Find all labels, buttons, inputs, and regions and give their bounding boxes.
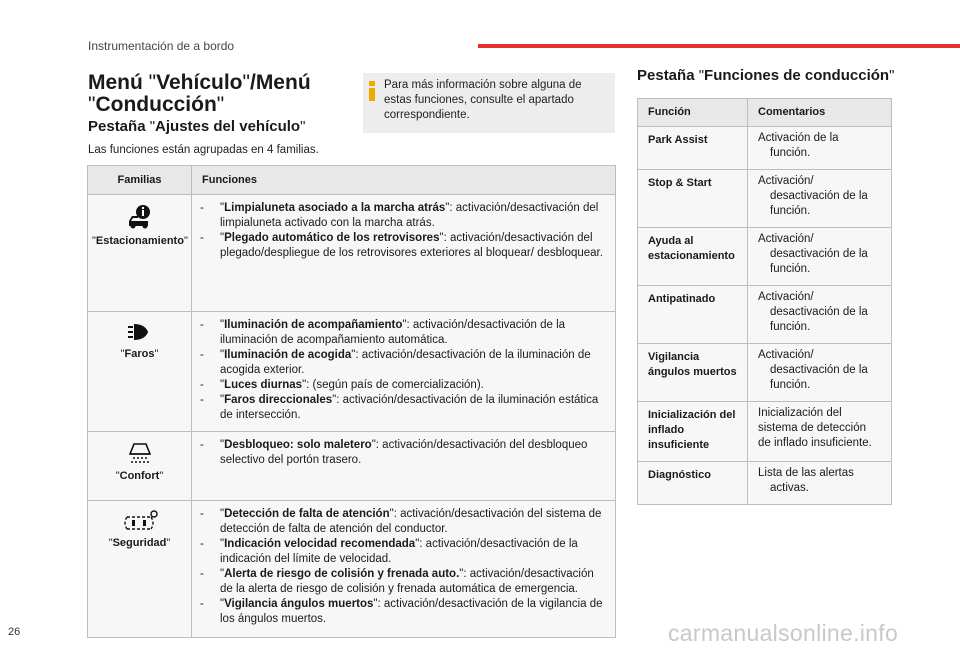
title-part2a: Menú (255, 71, 311, 94)
driving-functions-table (637, 98, 892, 505)
subtitle-vehicle-settings: Pestaña "Ajustes del vehículo" (88, 118, 306, 135)
list-item: - "Luces diurnas": (según país de comercialización). (200, 379, 484, 391)
function-comment: Lista de las alertas activas. (748, 462, 892, 505)
list-item: - "Limpialuneta asociado a la marcha atrás": activación/desactivación del limpialuneta activado con la marcha atrás. (200, 202, 599, 229)
page-number: 26 (8, 626, 21, 638)
intro-text: Las funciones están agrupadas en 4 familias. (88, 144, 319, 156)
function-comment: Activación/ desactivación de la función. (748, 170, 892, 228)
headlight-icon (126, 320, 154, 344)
family-label: "Estacionamiento" (92, 235, 188, 247)
table-row (638, 228, 892, 286)
table-row (638, 170, 892, 228)
family-label: "Faros" (120, 348, 159, 360)
title-sep: / (249, 71, 256, 94)
title-part1: Vehículo (156, 71, 243, 94)
table-row (88, 432, 616, 501)
table-row (88, 501, 616, 638)
subtitle-driving-functions: Pestaña "Funciones de conducción" (637, 67, 895, 84)
list-item: - "Vigilancia ángulos muertos": activación/desactivación de la vigilancia de los ángulos muertos. (200, 598, 603, 625)
section-header: Instrumentación de a bordo (88, 39, 235, 53)
table-row (88, 312, 616, 432)
list-item: - "Plegado automático de los retrovisores": activación/desactivación del plegado/despliegue de los retrovisores exteriores al bloquear/ desbloquear. (200, 232, 603, 259)
function-comment: Activación/ desactivación de la función. (748, 286, 892, 344)
family-cell (88, 501, 192, 638)
table-row (638, 344, 892, 402)
functions-cell (192, 432, 616, 501)
car-info-icon (126, 203, 154, 231)
family-label: "Seguridad" (108, 537, 171, 549)
info-icon (369, 81, 375, 101)
col-header-families: Familias (88, 166, 192, 195)
table-row (88, 195, 616, 312)
function-name: Diagnóstico (638, 462, 748, 505)
comfort-light-icon (125, 440, 155, 466)
functions-cell (192, 312, 616, 432)
list-item: - "Iluminación de acogida": activación/desactivación de la iluminación de acogida exterior. (200, 349, 591, 376)
col-header-comments: Comentarios (748, 99, 892, 127)
function-name: Vigilancia ángulos muertos (638, 344, 748, 402)
function-name: Ayuda al estacionamiento (638, 228, 748, 286)
function-name: Park Assist (638, 127, 748, 170)
function-name: Inicialización del inflado insuficiente (638, 402, 748, 462)
list-item: - "Detección de falta de atención": activación/desactivación del sistema de detección de falta de atención del conductor. (200, 508, 602, 535)
list-item: - "Faros direccionales": activación/desactivación de la iluminación estática de intersección. (200, 394, 599, 421)
table-row (638, 462, 892, 505)
function-name: Antipatinado (638, 286, 748, 344)
function-comment: Activación de la función. (748, 127, 892, 170)
function-comment: Activación/ desactivación de la función. (748, 228, 892, 286)
vehicle-settings-table (87, 165, 616, 638)
function-name: Stop & Start (638, 170, 748, 228)
title-prefix: Menú (88, 71, 143, 94)
col-header-function: Función (638, 99, 748, 127)
table-row (638, 127, 892, 170)
table-row (638, 402, 892, 462)
col-header-functions: Funciones (192, 166, 616, 195)
list-item: - "Alerta de riesgo de colisión y frenada auto.": activación/desactivación de la alerta de riesgo de colisión y frenada automática de emergencia. (200, 568, 594, 595)
page-title: Menú "Vehículo"/Menú "Conducción" (88, 71, 311, 116)
function-comment: Inicialización del sistema de detección de inflado insuficiente. (748, 402, 892, 462)
list-item: - "Iluminación de acompañamiento": activación/desactivación de la iluminación de acompañamiento automática. (200, 319, 566, 346)
info-box (363, 73, 615, 133)
safety-settings-icon (120, 509, 160, 533)
family-cell (88, 195, 192, 312)
family-cell (88, 432, 192, 501)
function-comment: Activación/ desactivación de la función. (748, 344, 892, 402)
table-row (638, 286, 892, 344)
family-label: "Confort" (115, 470, 164, 482)
header-accent-bar (478, 44, 960, 48)
info-text: Para más información sobre alguna de estas funciones, consulte el apartado correspondiente. (384, 79, 582, 121)
watermark: carmanualsonline.info (668, 620, 899, 646)
list-item: - "Desbloqueo: solo maletero": activación/desactivación del desbloqueo selectivo del portón trasero. (200, 439, 588, 466)
functions-cell (192, 501, 616, 638)
title-part2b: Conducción (95, 93, 217, 116)
list-item: - "Indicación velocidad recomendada": activación/desactivación de la indicación del límite de velocidad. (200, 538, 578, 565)
functions-cell (192, 195, 616, 312)
family-cell (88, 312, 192, 432)
